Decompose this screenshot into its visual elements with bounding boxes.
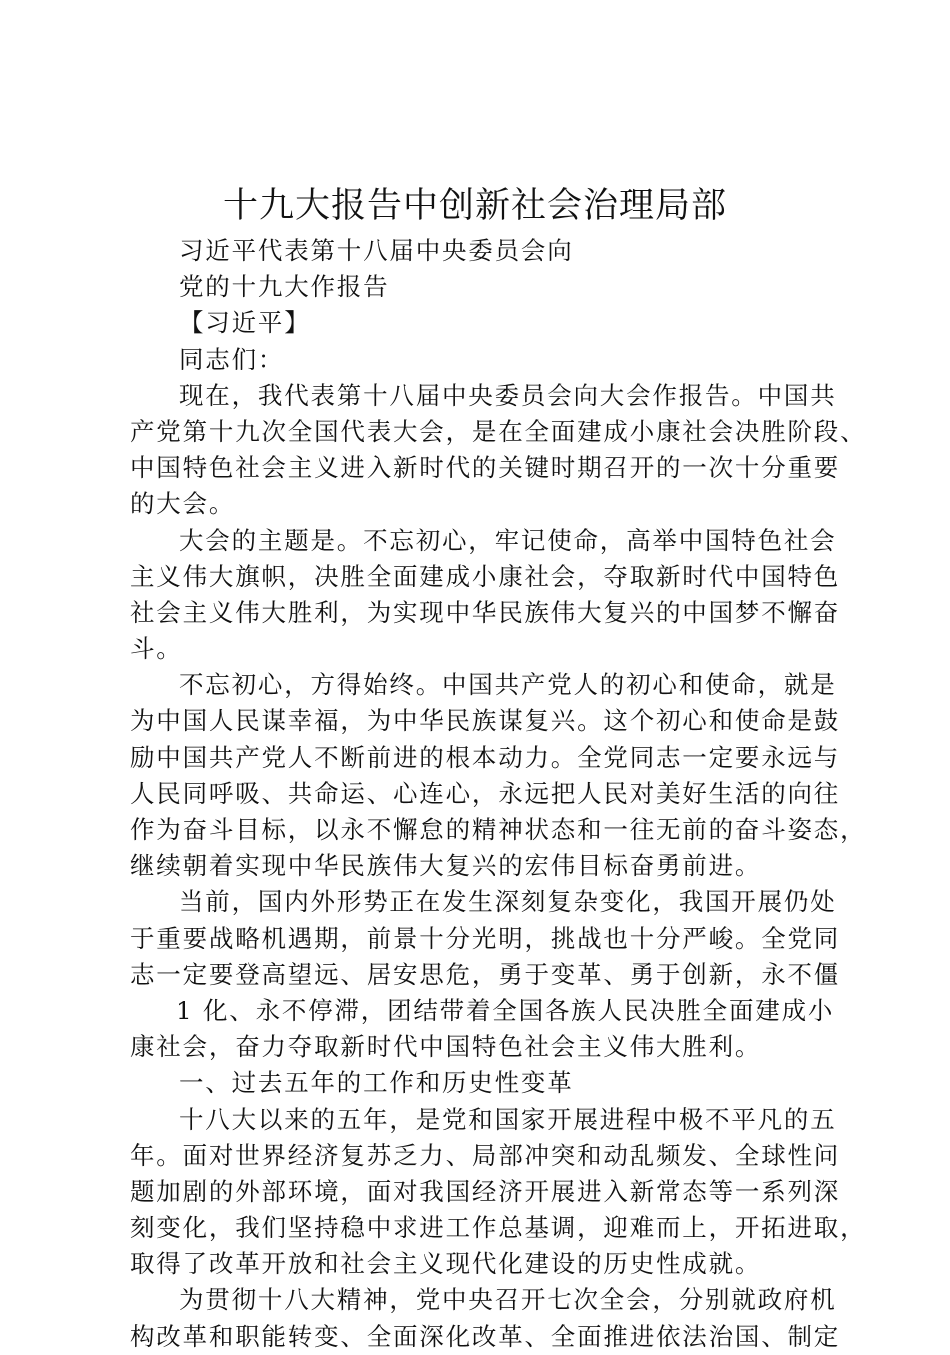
text-line: 为贯彻十八大精神，党中央召开七次全会，分别就政府机 bbox=[179, 1285, 837, 1315]
text-line: 当前，国内外形势正在发生深刻复杂变化，我国开展仍处 bbox=[179, 887, 837, 917]
text-line: 励中国共产党人不断前进的根本动力。全党同志一定要永远与 bbox=[130, 742, 841, 772]
text-line: 党的十九大作报告 bbox=[179, 272, 390, 302]
text-line: 为中国人民谋幸福，为中华民族谋复兴。这个初心和使命是鼓 bbox=[130, 706, 841, 736]
text-line: 于重要战略机遇期，前景十分光明，挑战也十分严峻。全党同 bbox=[130, 923, 841, 953]
text-line: 题加剧的外部环境，面对我国经济开展进入新常态等一系列深 bbox=[130, 1176, 841, 1206]
text-line: 大会的主题是。不忘初心，牢记使命，高举中国特色社会 bbox=[179, 525, 837, 555]
text-line: 斗。 bbox=[130, 634, 183, 664]
text-line: 作为奋斗目标，以永不懈怠的精神状态和一往无前的奋斗姿态， bbox=[130, 815, 867, 844]
document-body bbox=[130, 233, 867, 1355]
text-line: 年。面对世界经济复苏乏力、局部冲突和动乱频发、全球性问 bbox=[130, 1140, 841, 1170]
text-line: 康社会，奋力夺取新时代中国特色社会主义伟大胜利。 bbox=[130, 1032, 762, 1062]
text-line: 的大会。 bbox=[130, 489, 236, 519]
text-line: 一、过去五年的工作和历史性变革 bbox=[179, 1068, 574, 1098]
text-line: 志一定要登高望远、居安思危，勇于变革、勇于创新，永不僵 bbox=[130, 959, 841, 989]
text-line: 现在，我代表第十八届中央委员会向大会作报告。中国共 bbox=[179, 380, 837, 410]
text-line: 产党第十九次全国代表大会，是在全面建成小康社会决胜阶段、 bbox=[130, 416, 867, 446]
text-line: 1 化、永不停滞，团结带着全国各族人民决胜全面建成小 bbox=[176, 995, 835, 1025]
text-line: 十八大以来的五年，是党和国家开展进程中极不平凡的五 bbox=[179, 1104, 837, 1134]
text-line: 刻变化，我们坚持稳中求进工作总基调，迎难而上，开拓进取， bbox=[130, 1213, 867, 1243]
text-line: 社会主义伟大胜利，为实现中华民族伟大复兴的中国梦不懈奋 bbox=[130, 597, 841, 627]
text-line: 继续朝着实现中华民族伟大复兴的宏伟目标奋勇前进。 bbox=[130, 851, 762, 881]
document-title: 十九大报告中创新社会治理局部 bbox=[222, 186, 727, 226]
text-line: 主义伟大旗帜，决胜全面建成小康社会，夺取新时代中国特色 bbox=[130, 561, 841, 591]
text-line: 中国特色社会主义进入新时代的关键时期召开的一次十分重要 bbox=[130, 453, 841, 483]
text-line: 构改革和职能转变、全面深化改革、全面推进依法治国、制定 bbox=[130, 1321, 841, 1351]
text-line: 取得了改革开放和社会主义现代化建设的历史性成就。 bbox=[130, 1249, 762, 1279]
text-line: 习近平代表第十八届中央委员会向 bbox=[179, 236, 574, 265]
text-line: 人民同呼吸、共命运、心连心，永远把人民对美好生活的向往 bbox=[130, 778, 841, 808]
text-line: 不忘初心，方得始终。中国共产党人的初心和使命，就是 bbox=[179, 670, 837, 700]
text-line: 【习近平】 bbox=[179, 308, 311, 338]
text-line: 同志们： bbox=[179, 344, 285, 374]
